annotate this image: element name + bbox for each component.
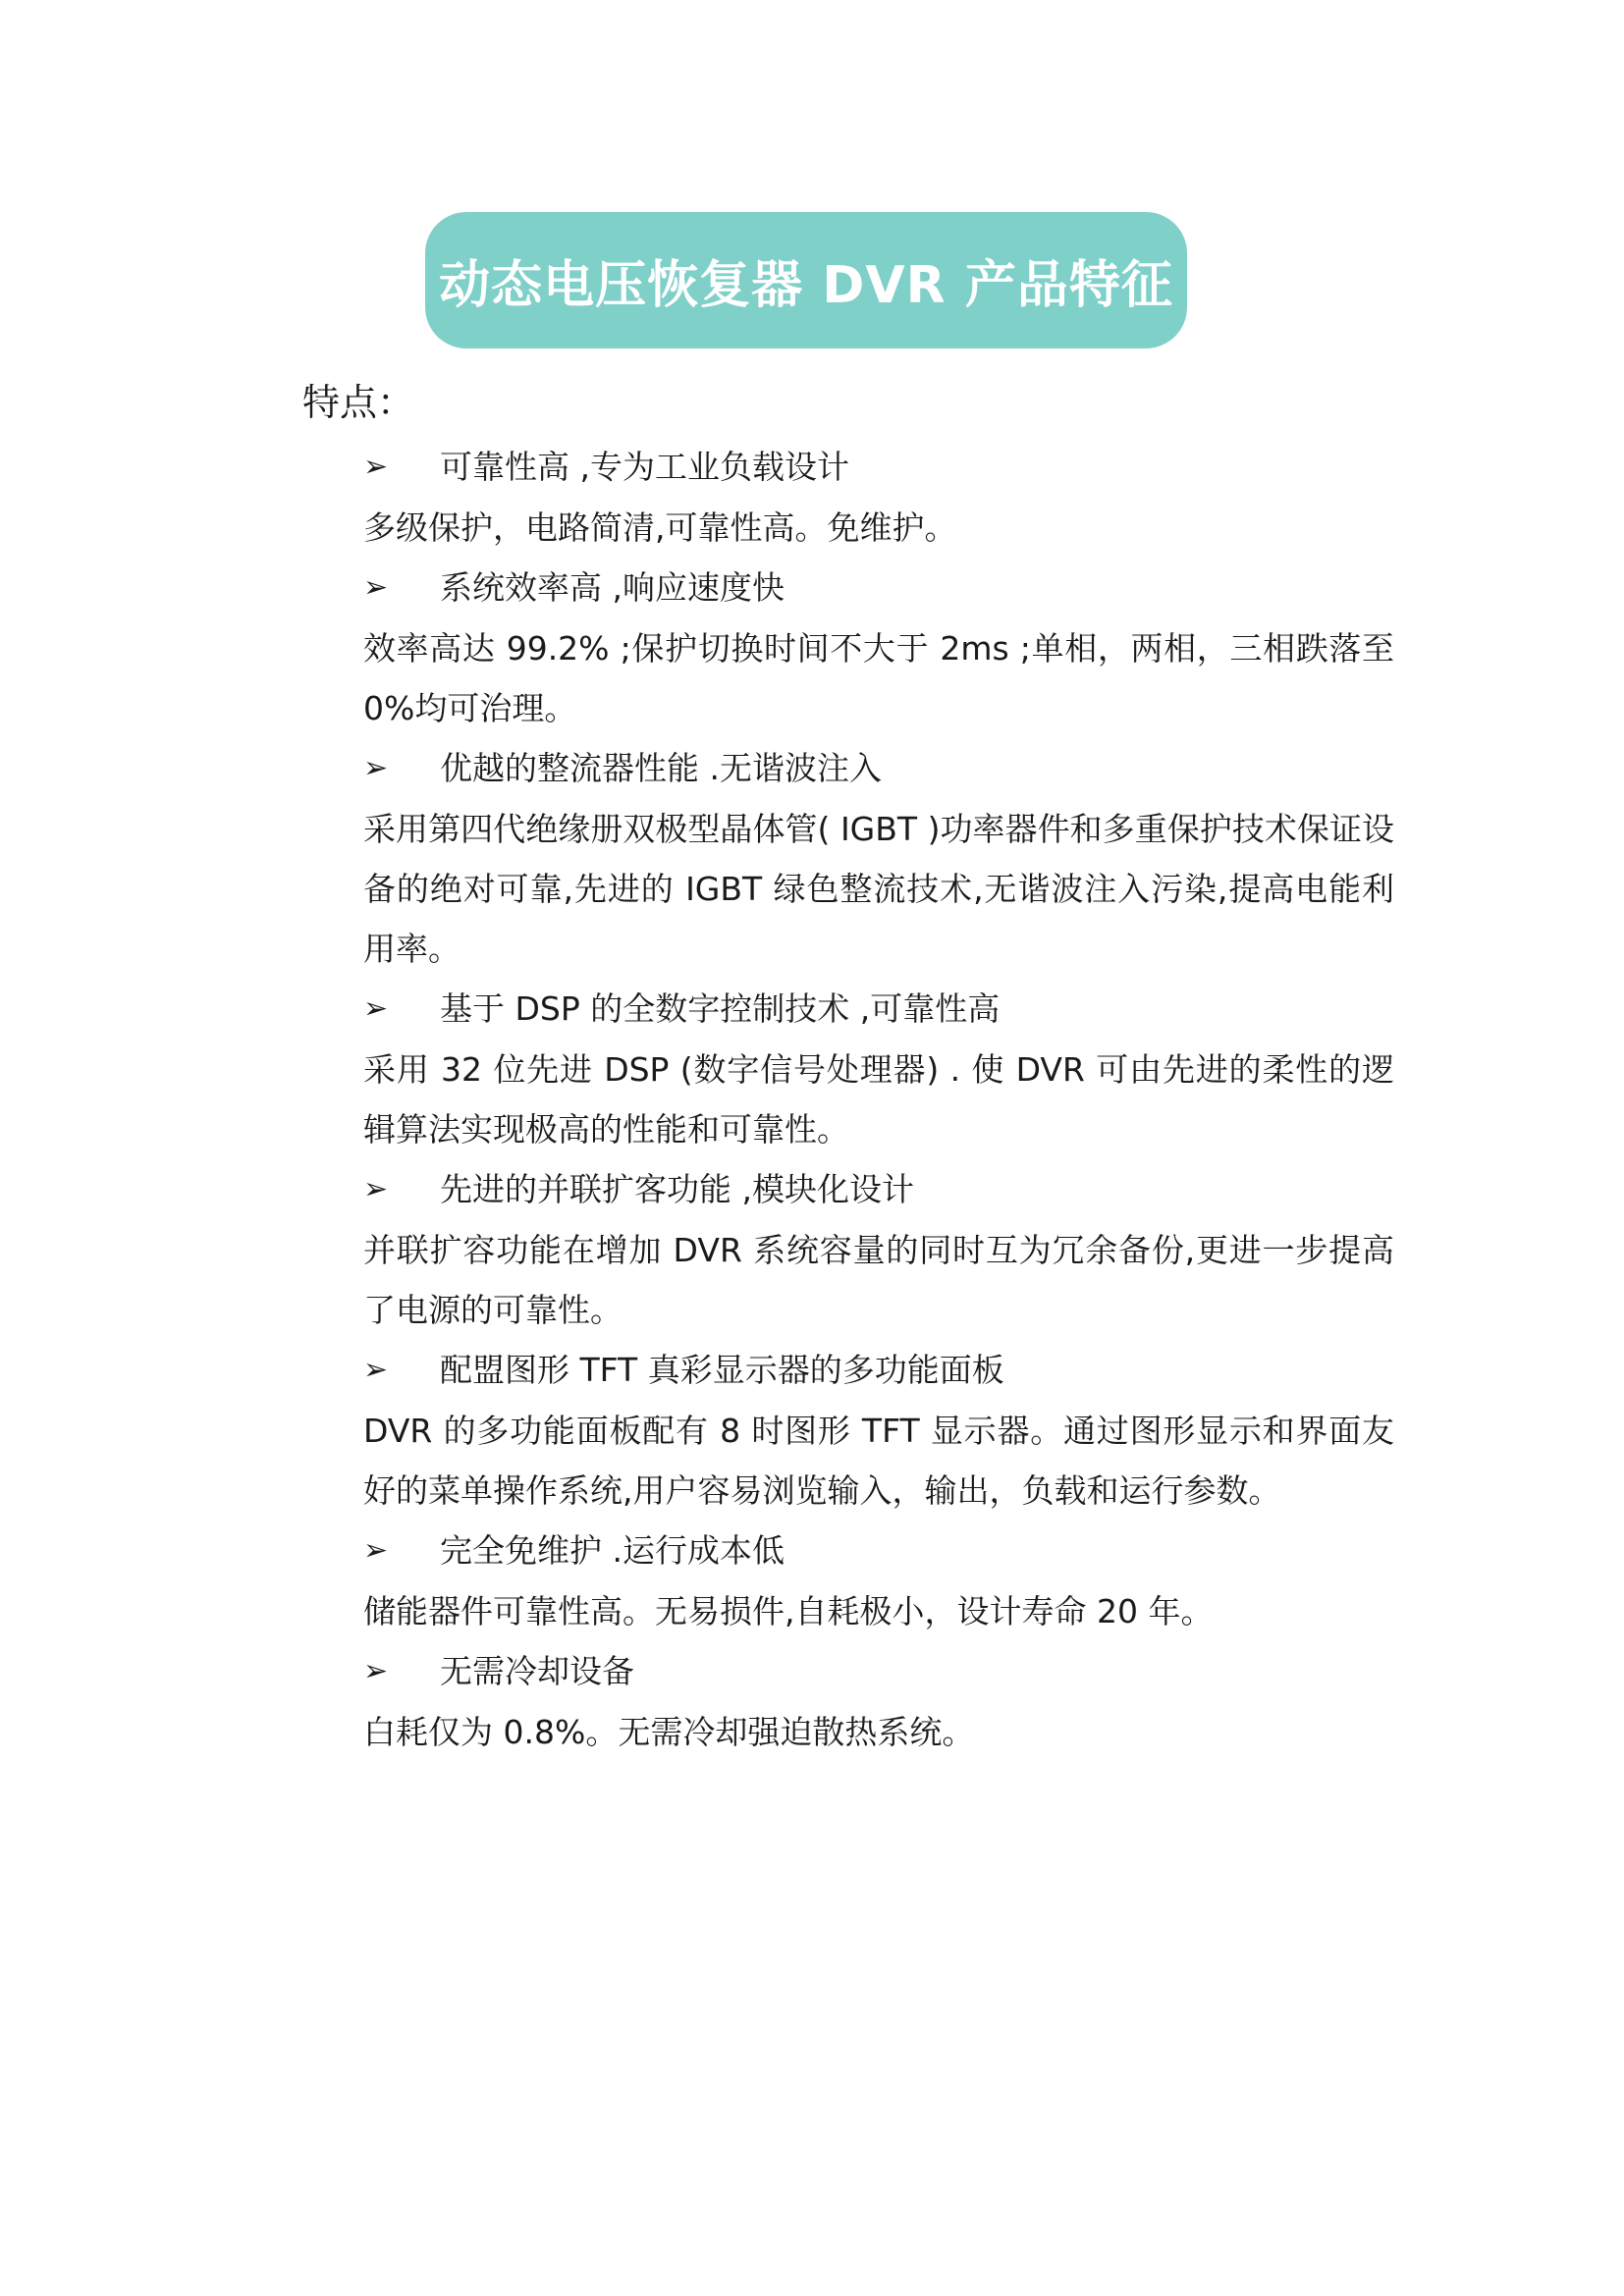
feature-item <box>363 1641 1394 1762</box>
feature-description: 效率高达 99.2% ;保护切换时间不大于 2ms ;单相，两相，三相跌落至 0%均可治理。 <box>363 629 1394 727</box>
feature-title: 基于 DSP 的全数字控制技术 ,可靠性高 <box>440 989 1001 1028</box>
feature-description: DVR 的多功能面板配有 8 时图形 TFT 显示器。通过图形显示和界面友好的菜单操作系统,用户容易浏览输入，输出，负载和运行参数。 <box>363 1412 1394 1510</box>
feature-title: 可靠性高 ,专为工业负载设计 <box>440 448 849 486</box>
feature-list <box>363 437 1394 1762</box>
feature-item <box>363 738 1394 979</box>
arrow-bullet-icon: ➢ <box>363 570 389 605</box>
arrow-bullet-icon: ➢ <box>363 1353 389 1387</box>
feature-description: 白耗仅为 0.8%。无需冷却强迫散热系统。 <box>363 1713 975 1751</box>
title-banner <box>425 212 1187 348</box>
feature-item <box>363 979 1394 1159</box>
feature-description: 采用第四代绝缘册双极型晶体管( IGBT )功率器件和多重保护技术保证设备的绝对可靠,先进的 IGBT 绿色整流技术,无谐波注入污染,提高电能利用率。 <box>363 810 1394 968</box>
arrow-bullet-icon: ➢ <box>363 1654 389 1688</box>
feature-title: 无需冷却设备 <box>440 1652 634 1690</box>
feature-heading <box>363 738 1394 799</box>
arrow-bullet-icon: ➢ <box>363 1172 389 1206</box>
feature-item <box>363 1159 1394 1340</box>
feature-heading <box>363 558 1394 618</box>
feature-heading <box>363 1159 1394 1220</box>
feature-description: 并联扩容功能在增加 DVR 系统容量的同时互为冗余备份,更进一步提高了电源的可靠性。 <box>363 1231 1394 1329</box>
feature-title: 完全免维护 .运行成本低 <box>440 1531 785 1570</box>
feature-description: 采用 32 位先进 DSP (数字信号处理器) . 使 DVR 可由先进的柔性的逻辑算法实现极高的性能和可靠性。 <box>363 1050 1394 1148</box>
feature-heading <box>363 1641 1394 1702</box>
feature-heading <box>363 979 1394 1040</box>
feature-description: 多级保护，电路简清,可靠性高。免维护。 <box>363 508 957 547</box>
feature-item <box>363 558 1394 738</box>
arrow-bullet-icon: ➢ <box>363 450 389 484</box>
feature-heading <box>363 1521 1394 1581</box>
feature-title: 优越的整流器性能 .无谐波注入 <box>440 749 882 787</box>
arrow-bullet-icon: ➢ <box>363 1533 389 1568</box>
feature-item <box>363 437 1394 558</box>
feature-description: 储能器件可靠性高。无易损件,自耗极小，设计寿命 20 年。 <box>363 1592 1214 1630</box>
page-title: 动态电压恢复器 DVR 产品特征 <box>439 256 1173 315</box>
feature-item <box>363 1521 1394 1641</box>
feature-title: 系统效率高 ,响应速度快 <box>440 568 785 607</box>
feature-heading <box>363 1340 1394 1401</box>
feature-item <box>363 1340 1394 1521</box>
feature-heading <box>363 437 1394 498</box>
section-label: 特点： <box>302 381 415 424</box>
feature-title: 配盟图形 TFT 真彩显示器的多功能面板 <box>440 1351 1004 1389</box>
arrow-bullet-icon: ➢ <box>363 751 389 785</box>
feature-title: 先进的并联扩客功能 ,模块化设计 <box>440 1170 914 1208</box>
arrow-bullet-icon: ➢ <box>363 991 389 1026</box>
